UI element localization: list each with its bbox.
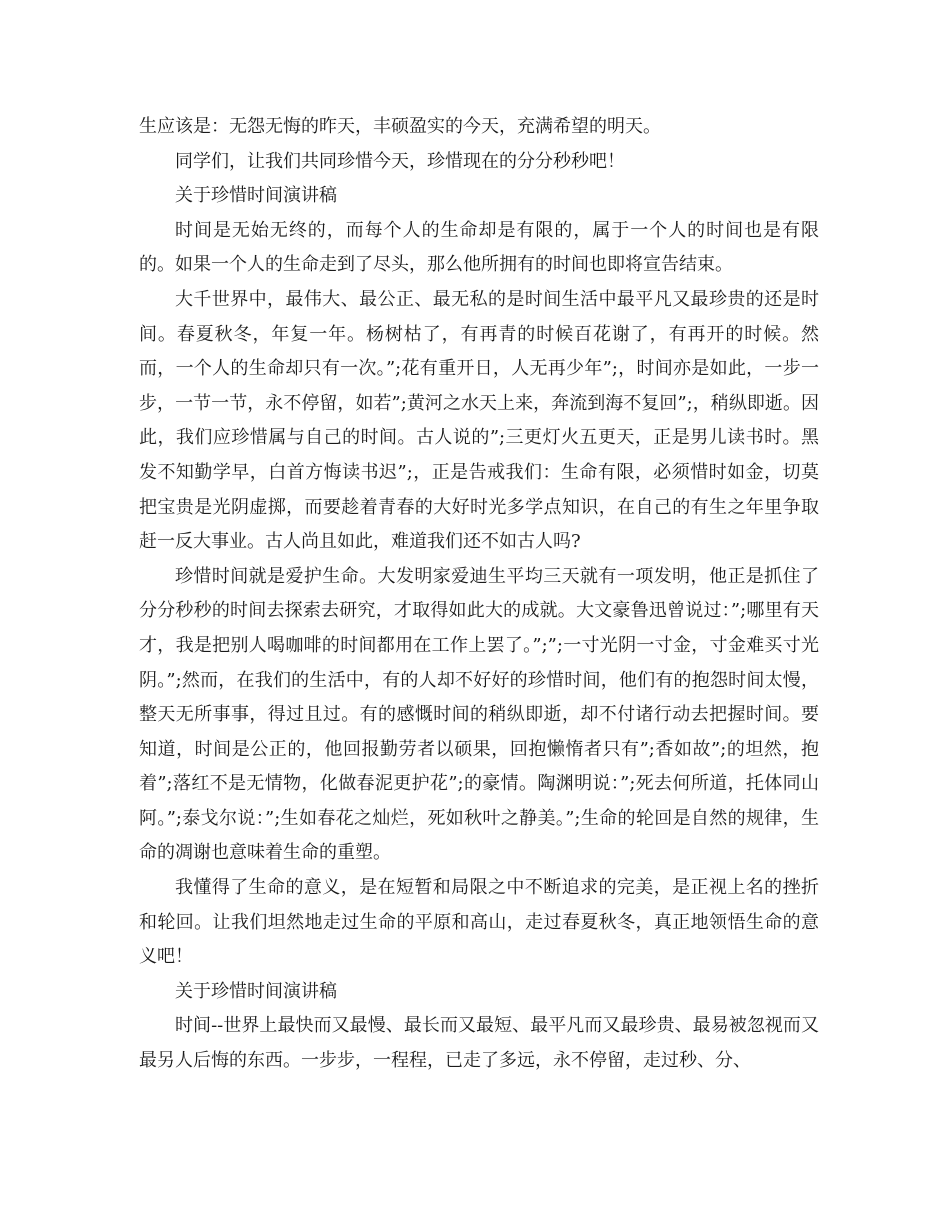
section-heading: 关于珍惜时间演讲稿 xyxy=(175,185,337,207)
paragraph: 同学们，让我们共同珍惜今天，珍惜现在的分分秒秒吧！ xyxy=(175,150,625,172)
paragraph: 大千世界中，最伟大、最公正、最无私的是时间生活中最平凡又最珍贵的还是时间。春夏秋冬，年复一年。杨树枯了，有再青的时候百花谢了，有再开的时候。然而，一个人的生命却只有一次。”;花有重开日，人无再少年”;，时间亦是如此，一步一步，一节一节，永不停留，如若”;黄河之水天上来，奔流到海不复回”;，稍纵即逝。因此，我们应珍惜属与自己的时间。古人说的”;三更灯火五更天，正是男儿读书时。黑发不知勤学早，白首方悔读书迟”;，正是告戒我们：生命有限，必须惜时如金，切莫把宝贵是光阴虚掷，而要趁着青春的大好时光多学点知识，在自己的有生之年里争取赶一反大事业。古人尚且如此，难道我们还不如古人吗? xyxy=(139,288,819,553)
document-body xyxy=(139,110,819,1079)
paragraph: 我懂得了生命的意义，是在短暂和局限之中不断追求的完美，是正视上名的挫折和轮回。让我们坦然地走过生命的平原和高山，走过春夏秋冬，真正地领悟生命的意义吧！ xyxy=(139,877,819,968)
paragraph: 时间--世界上最快而又最慢、最长而又最短、最平凡而又最珍贵、最易被忽视而又最另人后悔的东西。一步步，一程程，已走了多远，永不停留，走过秒、分、 xyxy=(139,1015,819,1072)
paragraph-continuation: 生应该是：无怨无悔的昨天，丰硕盈实的今天，充满希望的明天。 xyxy=(139,116,661,137)
paragraph: 珍惜时间就是爱护生命。大发明家爱迪生平均三天就有一项发明，他正是抓住了分分秒秒的时间去探索去研究，才取得如此大的成就。大文豪鲁迅曾说过：”;哪里有天才，我是把别人喝咖啡的时间都用在工作上罢了。”;”;一寸光阴一寸金，寸金难买寸光阴。”;然而，在我们的生活中，有的人却不好好的珍惜时间，他们有的抱怨时间太慢，整天无所事事，得过且过。有的感慨时间的稍纵即逝，却不付诸行动去把握时间。要知道，时间是公正的，他回报勤劳者以硕果，回抱懒惰者只有”;香如故”;的坦然，抱着”;落红不是无情物，化做春泥更护花”;的豪情。陶渊明说：”;死去何所道，托体同山阿。”;泰戈尔说：”;生如春花之灿烂，死如秋叶之静美。”;生命的轮回是自然的规律，生命的凋谢也意味着生命的重塑。 xyxy=(139,565,819,864)
section-heading: 关于珍惜时间演讲稿 xyxy=(175,980,337,1002)
paragraph: 时间是无始无终的，而每个人的生命却是有限的，属于一个人的时间也是有限的。如果一个人的生命走到了尽头，那么他所拥有的时间也即将宣告结束。 xyxy=(139,219,819,276)
